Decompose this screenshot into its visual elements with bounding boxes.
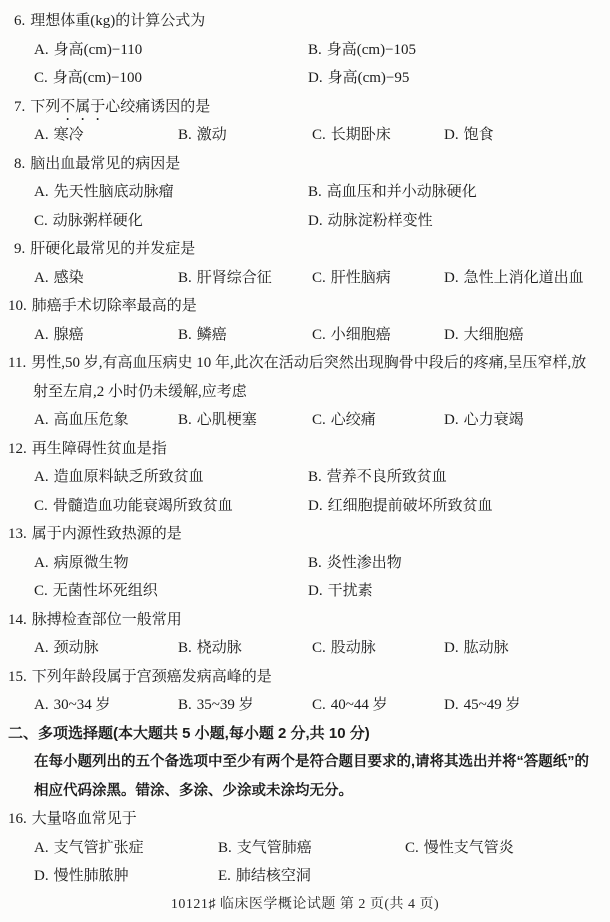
- question-stem: [0, 663, 610, 692]
- option: [312, 634, 444, 663]
- option-text: 干扰素: [327, 583, 373, 599]
- option-text: 骨髓造血功能衰竭所致贫血: [52, 497, 233, 514]
- question-stem-text: 男性,50 岁,有高血压病史 10 年,此次在活动后突然出现胸骨中段后的疼痛,呈压窄样,放: [31, 355, 587, 371]
- option: [178, 634, 312, 663]
- option: [178, 321, 312, 350]
- option-label: C.: [312, 326, 326, 343]
- question-number: 14.: [8, 611, 27, 628]
- option: [34, 207, 308, 236]
- option-label: C.: [34, 70, 48, 86]
- option-text: 桡动脉: [196, 640, 242, 656]
- option: [34, 577, 308, 606]
- question-stem: [0, 235, 610, 264]
- question-number: 16.: [8, 811, 27, 827]
- question-stem-text: 大量咯血常见于: [31, 811, 137, 827]
- section-instructions-line-2: 相应代码涂黑。错涂、多涂、少涂或未涂均无分。: [34, 782, 353, 799]
- question-stem-text: 下列年龄段属于宫颈癌发病高峰的是: [31, 668, 272, 685]
- question-number: 9.: [14, 241, 26, 257]
- question-stem-text: 心绞痛诱因的是: [105, 98, 211, 115]
- option: [34, 264, 178, 293]
- option-text: 支气管扩张症: [53, 839, 144, 856]
- option-text: 寒冷: [53, 127, 84, 143]
- question-7: [0, 93, 610, 150]
- option-text: 大细胞癌: [463, 326, 524, 343]
- option-text: 无菌性坏死组织: [52, 583, 158, 599]
- option-text: 高血压和并小动脉硬化: [326, 184, 477, 200]
- option: [444, 691, 610, 720]
- question-16: [0, 805, 610, 891]
- option: [34, 492, 308, 521]
- options-row: [0, 634, 610, 663]
- option-text: 炎性渗出物: [326, 554, 402, 571]
- option-text: 高血压危象: [53, 412, 129, 428]
- question-stem: [0, 435, 610, 464]
- option: [405, 834, 610, 863]
- option-text: 身高(cm)−105: [326, 41, 417, 58]
- option: [308, 178, 610, 207]
- option-label: C.: [34, 583, 48, 599]
- option: [308, 36, 610, 65]
- option-label: E.: [218, 868, 231, 884]
- question-stem-text: 肝硬化最常见的并发症是: [30, 241, 196, 257]
- option-label: A.: [34, 41, 49, 58]
- question-11: [0, 349, 610, 435]
- option: [308, 577, 610, 606]
- option-label: B.: [178, 269, 192, 286]
- option-text: 身高(cm)−110: [53, 41, 143, 58]
- option-label: A.: [34, 269, 49, 286]
- question-stem-continued: 射至左肩,2 小时仍未缓解,应考虑: [33, 383, 247, 400]
- options-row: [0, 862, 610, 891]
- option: [218, 834, 405, 863]
- option-label: D.: [34, 868, 49, 884]
- question-stem-text: 理想体重(kg)的计算公式为: [30, 13, 206, 29]
- option-label: A.: [34, 412, 49, 428]
- option-text: 支气管肺癌: [236, 839, 312, 856]
- option-label: D.: [444, 269, 459, 286]
- option-text: 肝肾综合征: [196, 269, 272, 286]
- question-stem-emphasis: 不属于: [60, 98, 106, 115]
- options-row: [0, 321, 610, 350]
- question-stem-text: 下列: [30, 98, 61, 115]
- option-label: B.: [178, 697, 192, 713]
- option: [444, 264, 610, 293]
- options-row: [0, 36, 610, 65]
- option: [312, 121, 444, 150]
- options-row: [0, 178, 610, 207]
- option: [308, 64, 610, 93]
- question-stem: [0, 349, 610, 378]
- question-stem-text: 脑出血最常见的病因是: [30, 155, 181, 172]
- question-stem: [0, 150, 610, 179]
- option: [312, 691, 444, 720]
- option: [34, 321, 178, 350]
- option-label: A.: [34, 469, 49, 485]
- option-label: C.: [312, 412, 326, 428]
- option-label: B.: [178, 640, 192, 656]
- option-label: D.: [308, 583, 323, 599]
- page-footer: 10121♯ 临床医学概论试题 第 2 页(共 4 页): [170, 896, 440, 912]
- option-text: 小细胞癌: [330, 326, 391, 343]
- option-label: C.: [405, 839, 419, 856]
- option-label: D.: [444, 412, 459, 428]
- option-label: B.: [308, 469, 322, 485]
- option: [444, 406, 610, 435]
- options-row: [0, 577, 610, 606]
- option-text: 红细胞提前破坏所致贫血: [327, 497, 493, 514]
- question-stem: [0, 805, 610, 834]
- option: [178, 121, 312, 150]
- question-number: 13.: [8, 526, 27, 542]
- options-row: [0, 64, 610, 93]
- option-text: 肱动脉: [463, 640, 509, 656]
- question-stem-text: 脉搏检查部位一般常用: [31, 611, 182, 628]
- option: [444, 321, 610, 350]
- options-row: [0, 549, 610, 578]
- options-row: [0, 691, 610, 720]
- option-text: 长期卧床: [330, 127, 391, 143]
- option-label: D.: [444, 127, 459, 143]
- option: [178, 406, 312, 435]
- option-text: 肝性脑病: [330, 269, 391, 286]
- option-label: D.: [444, 640, 459, 656]
- option-text: 45~49 岁: [463, 697, 521, 713]
- question-number: 6.: [14, 13, 26, 29]
- option-label: D.: [308, 70, 323, 86]
- option: [444, 634, 610, 663]
- options-row: [0, 492, 610, 521]
- option: [308, 207, 610, 236]
- option: [34, 463, 308, 492]
- option: [34, 406, 178, 435]
- option: [178, 691, 312, 720]
- question-10: [0, 292, 610, 349]
- option-label: D.: [308, 497, 323, 514]
- option-label: B.: [218, 839, 232, 856]
- option: [312, 406, 444, 435]
- option-label: C.: [312, 127, 326, 143]
- options-row: [0, 207, 610, 236]
- question-stem: [0, 520, 610, 549]
- option-text: 造血原料缺乏所致贫血: [53, 469, 204, 485]
- options-row: [0, 834, 610, 863]
- option-text: 40~44 岁: [330, 697, 388, 713]
- question-9: [0, 235, 610, 292]
- option-text: 腺癌: [53, 326, 84, 343]
- option-label: A.: [34, 554, 49, 571]
- option: [178, 264, 312, 293]
- option-text: 动脉淀粉样变性: [327, 212, 433, 229]
- option-text: 病原微生物: [53, 554, 129, 571]
- option-text: 身高(cm)−95: [327, 70, 410, 86]
- option-label: D.: [444, 326, 459, 343]
- question-stem-text: 属于内源性致热源的是: [31, 526, 182, 542]
- option-label: C.: [34, 497, 48, 514]
- option-label: A.: [34, 326, 49, 343]
- option-text: 饱食: [463, 127, 494, 143]
- option-label: A.: [34, 640, 49, 656]
- question-stem: [0, 93, 610, 122]
- option-text: 慢性支气管炎: [423, 839, 514, 856]
- question-12: [0, 435, 610, 521]
- options-row: [0, 463, 610, 492]
- option: [308, 549, 610, 578]
- option-label: C.: [34, 212, 48, 229]
- question-stem: [0, 7, 610, 36]
- option-text: 急性上消化道出血: [463, 269, 584, 286]
- option-text: 感染: [53, 269, 84, 286]
- option: [34, 64, 308, 93]
- question-number: 7.: [14, 98, 26, 115]
- question-6: [0, 7, 610, 93]
- question-number: 10.: [8, 298, 27, 314]
- section-heading: 二、多项选择题(本大题共 5 小题,每小题 2 分,共 10 分): [8, 724, 370, 742]
- question-number: 15.: [8, 668, 27, 685]
- option-text: 身高(cm)−100: [52, 70, 143, 86]
- option: [312, 321, 444, 350]
- question-number: 11.: [8, 355, 27, 371]
- option-label: B.: [178, 412, 192, 428]
- option: [34, 634, 178, 663]
- option: [34, 862, 218, 891]
- option-text: 动脉粥样硬化: [52, 212, 143, 229]
- question-stem: [0, 606, 610, 635]
- question-14: [0, 606, 610, 663]
- options-row: [0, 264, 610, 293]
- option-text: 股动脉: [330, 640, 376, 656]
- option-text: 35~39 岁: [196, 697, 254, 713]
- question-stem-text: 再生障碍性贫血是指: [31, 440, 167, 457]
- option-label: B.: [308, 554, 322, 571]
- option-label: C.: [312, 269, 326, 286]
- option-text: 颈动脉: [53, 640, 99, 656]
- option: [34, 691, 178, 720]
- options-row: [0, 121, 610, 150]
- option: [34, 549, 308, 578]
- option-label: B.: [308, 41, 322, 58]
- option-text: 营养不良所致贫血: [326, 469, 447, 485]
- option-label: D.: [444, 697, 459, 713]
- option: [34, 121, 178, 150]
- option-label: A.: [34, 839, 49, 856]
- option-label: A.: [34, 697, 49, 713]
- question-stem: [0, 292, 610, 321]
- option: [308, 463, 610, 492]
- question-8: [0, 150, 610, 236]
- option-text: 先天性脑底动脉瘤: [53, 184, 174, 200]
- option-label: B.: [308, 184, 322, 200]
- option: [218, 862, 405, 891]
- option: [308, 492, 610, 521]
- option: [444, 121, 610, 150]
- question-number: 12.: [8, 440, 27, 457]
- option-text: 30~34 岁: [53, 697, 111, 713]
- option: [34, 36, 308, 65]
- question-13: [0, 520, 610, 606]
- option: [34, 834, 218, 863]
- question-15: [0, 663, 610, 720]
- option-text: 肺结核空洞: [235, 868, 311, 884]
- option-label: B.: [178, 326, 192, 343]
- option-label: A.: [34, 184, 49, 200]
- option: [34, 178, 308, 207]
- option-label: C.: [312, 697, 326, 713]
- question-stem-text: 肺癌手术切除率最高的是: [31, 298, 197, 314]
- option-label: C.: [312, 640, 326, 656]
- option-label: D.: [308, 212, 323, 229]
- option-text: 激动: [196, 127, 227, 143]
- option-text: 心力衰竭: [463, 412, 524, 428]
- options-row: [0, 406, 610, 435]
- option-text: 慢性肺脓肿: [53, 868, 129, 884]
- option-text: 心绞痛: [330, 412, 376, 428]
- question-number: 8.: [14, 155, 26, 172]
- option-text: 鳞癌: [196, 326, 227, 343]
- option-label: A.: [34, 127, 49, 143]
- option: [312, 264, 444, 293]
- section-instructions-line-1: 在每小题列出的五个备选项中至少有两个是符合题目要求的,请将其选出并将“答题纸”的: [34, 754, 590, 770]
- option-label: B.: [178, 127, 192, 143]
- option-text: 心肌梗塞: [196, 412, 257, 428]
